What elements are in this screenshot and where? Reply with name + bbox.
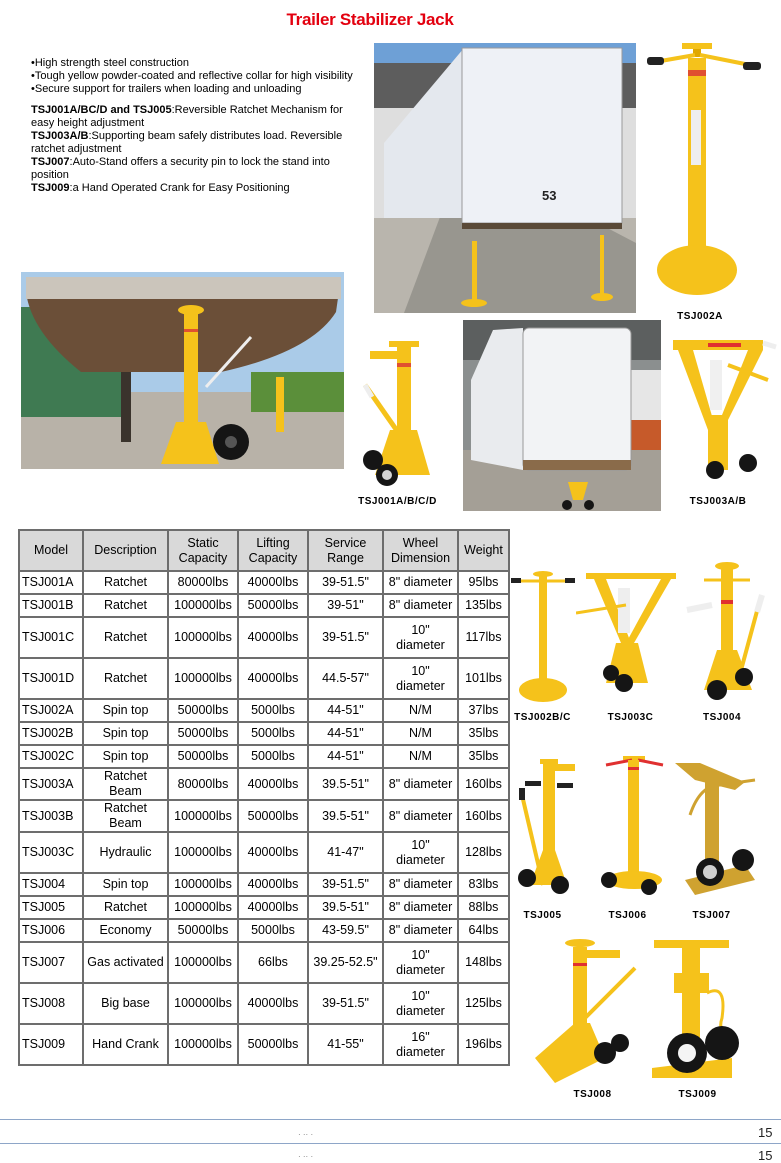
feature-bullet: •High strength steel construction [31, 57, 189, 69]
column-header-weight: Weight [458, 530, 509, 571]
product-image-tsj003c [576, 568, 681, 698]
product-image-tsj001 [355, 335, 455, 488]
cell-description: Spin top [83, 699, 168, 722]
table-header-row [19, 530, 509, 571]
cell-wheel-dimension: 8" diameter [383, 873, 458, 896]
model-note-name: TSJ003A/B [31, 130, 89, 142]
page-number: 15 [758, 1148, 773, 1163]
trailer-rear-photo [374, 43, 636, 313]
cell-weight: 160lbs [458, 800, 509, 832]
cell-wheel-dimension: 10" diameter [383, 617, 458, 658]
cell-weight: 117lbs [458, 617, 509, 658]
cell-static-capacity: 100000lbs [168, 896, 238, 919]
cell-wheel-dimension: 10" diameter [383, 658, 458, 699]
feature-bullet: •Tough yellow powder-coated and reflective collar for high visibility [31, 70, 353, 82]
cell-service-range: 39-51.5" [308, 873, 383, 896]
cell-wheel-dimension: N/M [383, 699, 458, 722]
cell-wheel-dimension: 8" diameter [383, 800, 458, 832]
footer-faded-text: · ·· · [298, 1130, 314, 1139]
cell-service-range: 39-51.5" [308, 983, 383, 1024]
model-note-text: :Reversible Ratchet Mechanism for easy height adjustment [31, 104, 343, 129]
table-row [19, 768, 509, 800]
table-row [19, 722, 509, 745]
cell-model: TSJ004 [19, 873, 83, 896]
cell-static-capacity: 100000lbs [168, 1024, 238, 1065]
cell-description: Hydraulic [83, 832, 168, 873]
cell-weight: 196lbs [458, 1024, 509, 1065]
cell-static-capacity: 50000lbs [168, 745, 238, 768]
page-title: Trailer Stabilizer Jack [286, 10, 454, 29]
cell-wheel-dimension: 10" diameter [383, 832, 458, 873]
product-image-tsj008 [535, 938, 645, 1083]
product-image-tsj009 [652, 938, 752, 1083]
footer-faded-text: · ·· · [298, 1152, 314, 1161]
cell-static-capacity: 50000lbs [168, 699, 238, 722]
product-label: TSJ003C [607, 712, 654, 723]
cell-static-capacity: 80000lbs [168, 571, 238, 594]
cell-lifting-capacity: 40000lbs [238, 617, 308, 658]
column-header-description: Description [83, 530, 168, 571]
model-note-name: TSJ009 [31, 182, 70, 194]
product-image-tsj006 [598, 755, 668, 895]
table-row [19, 919, 509, 942]
cell-wheel-dimension: 8" diameter [383, 919, 458, 942]
model-note-text: :a Hand Operated Crank for Easy Positioning [69, 182, 290, 194]
cell-service-range: 44-51" [308, 745, 383, 768]
column-header-static-capacity: Static Capacity [168, 530, 238, 571]
cell-service-range: 39.25-52.5" [308, 942, 383, 983]
product-label: TSJ002A [677, 311, 723, 322]
product-image-tsj005 [515, 755, 585, 895]
model-note-name: TSJ007 [31, 156, 70, 168]
cell-service-range: 39-51" [308, 594, 383, 617]
cell-service-range: 39-51.5" [308, 617, 383, 658]
cell-description: Spin top [83, 745, 168, 768]
model-note [31, 156, 366, 182]
cell-wheel-dimension: 10" diameter [383, 942, 458, 983]
cell-description: Ratchet Beam [83, 768, 168, 800]
product-label: TSJ003A/B [689, 496, 747, 507]
cell-description: Ratchet [83, 617, 168, 658]
product-label: TSJ008 [573, 1089, 612, 1100]
cell-model: TSJ002C [19, 745, 83, 768]
cell-lifting-capacity: 50000lbs [238, 594, 308, 617]
cell-static-capacity: 50000lbs [168, 722, 238, 745]
product-image-tsj002a [640, 40, 781, 300]
cell-service-range: 41-47" [308, 832, 383, 873]
cell-description: Gas activated [83, 942, 168, 983]
footer-divider [0, 1119, 781, 1120]
cell-service-range: 41-55" [308, 1024, 383, 1065]
cell-description: Economy [83, 919, 168, 942]
model-note-name: TSJ001A/BC/D and TSJ005 [31, 104, 172, 116]
cell-service-range: 44-51" [308, 699, 383, 722]
cell-lifting-capacity: 66lbs [238, 942, 308, 983]
cell-service-range: 39.5-51" [308, 800, 383, 832]
cell-service-range: 39-51.5" [308, 571, 383, 594]
cell-lifting-capacity: 40000lbs [238, 896, 308, 919]
cell-wheel-dimension: 8" diameter [383, 571, 458, 594]
table-row [19, 745, 509, 768]
cell-model: TSJ003B [19, 800, 83, 832]
cell-model: TSJ008 [19, 983, 83, 1024]
cell-wheel-dimension: 10" diameter [383, 983, 458, 1024]
cell-description: Big base [83, 983, 168, 1024]
page-number: 15 [758, 1125, 773, 1140]
cell-weight: 160lbs [458, 768, 509, 800]
cell-static-capacity: 100000lbs [168, 800, 238, 832]
cell-model: TSJ002B [19, 722, 83, 745]
cell-service-range: 44.5-57" [308, 658, 383, 699]
cell-description: Ratchet Beam [83, 800, 168, 832]
trailer-front-photo [463, 320, 661, 511]
table-row [19, 800, 509, 832]
cell-description: Ratchet [83, 896, 168, 919]
cell-static-capacity: 100000lbs [168, 617, 238, 658]
cell-service-range: 43-59.5" [308, 919, 383, 942]
cell-service-range: 44-51" [308, 722, 383, 745]
model-note-text: :Supporting beam safely distributes load. Reversible ratchet adjustment [31, 130, 343, 155]
cell-lifting-capacity: 50000lbs [238, 1024, 308, 1065]
cell-model: TSJ003C [19, 832, 83, 873]
cell-wheel-dimension: 8" diameter [383, 594, 458, 617]
product-image-tsj007 [675, 760, 770, 895]
model-note [31, 104, 366, 130]
column-header-wheel-dimension: Wheel Dimension [383, 530, 458, 571]
product-label: TSJ007 [692, 910, 731, 921]
cell-lifting-capacity: 5000lbs [238, 745, 308, 768]
cell-static-capacity: 100000lbs [168, 942, 238, 983]
table-row [19, 658, 509, 699]
cell-model: TSJ006 [19, 919, 83, 942]
product-label: TSJ002B/C [514, 712, 571, 723]
cell-wheel-dimension: 16" diameter [383, 1024, 458, 1065]
cell-weight: 37lbs [458, 699, 509, 722]
cell-static-capacity: 100000lbs [168, 873, 238, 896]
cell-weight: 135lbs [458, 594, 509, 617]
cell-weight: 125lbs [458, 983, 509, 1024]
model-note [31, 130, 366, 156]
cell-lifting-capacity: 40000lbs [238, 873, 308, 896]
cell-static-capacity: 50000lbs [168, 919, 238, 942]
cell-lifting-capacity: 40000lbs [238, 983, 308, 1024]
product-label: TSJ001A/B/C/D [358, 496, 437, 507]
column-header-service-range: Service Range [308, 530, 383, 571]
table-row [19, 983, 509, 1024]
table-row [19, 873, 509, 896]
cell-model: TSJ009 [19, 1024, 83, 1065]
cell-model: TSJ001B [19, 594, 83, 617]
cell-static-capacity: 100000lbs [168, 658, 238, 699]
table-row [19, 942, 509, 983]
cell-model: TSJ003A [19, 768, 83, 800]
product-label: TSJ004 [702, 712, 742, 723]
cell-wheel-dimension: N/M [383, 745, 458, 768]
cell-lifting-capacity: 5000lbs [238, 699, 308, 722]
cell-weight: 101lbs [458, 658, 509, 699]
table-row [19, 594, 509, 617]
cell-weight: 95lbs [458, 571, 509, 594]
column-header-lifting-capacity: Lifting Capacity [238, 530, 308, 571]
product-image-tsj003ab [668, 335, 781, 488]
cell-static-capacity: 100000lbs [168, 594, 238, 617]
cell-wheel-dimension: 8" diameter [383, 768, 458, 800]
product-image-tsj002bc [508, 565, 578, 705]
cell-weight: 35lbs [458, 722, 509, 745]
footer-divider [0, 1143, 781, 1144]
cell-description: Ratchet [83, 571, 168, 594]
cell-weight: 64lbs [458, 919, 509, 942]
cell-weight: 128lbs [458, 832, 509, 873]
cell-model: TSJ001C [19, 617, 83, 658]
feature-bullet: •Secure support for trailers when loading and unloading [31, 83, 302, 95]
cell-service-range: 39.5-51" [308, 896, 383, 919]
cell-description: Spin top [83, 722, 168, 745]
cell-lifting-capacity: 40000lbs [238, 658, 308, 699]
cell-lifting-capacity: 5000lbs [238, 919, 308, 942]
cell-wheel-dimension: N/M [383, 722, 458, 745]
cell-static-capacity: 80000lbs [168, 768, 238, 800]
cell-lifting-capacity: 40000lbs [238, 768, 308, 800]
cell-lifting-capacity: 50000lbs [238, 800, 308, 832]
cell-weight: 83lbs [458, 873, 509, 896]
table-row [19, 896, 509, 919]
product-label: TSJ009 [678, 1089, 717, 1100]
cell-static-capacity: 100000lbs [168, 983, 238, 1024]
column-header-model: Model [19, 530, 83, 571]
cell-model: TSJ007 [19, 942, 83, 983]
cell-static-capacity: 100000lbs [168, 832, 238, 873]
model-note [31, 182, 366, 195]
cell-lifting-capacity: 40000lbs [238, 832, 308, 873]
cell-weight: 35lbs [458, 745, 509, 768]
cell-weight: 148lbs [458, 942, 509, 983]
spec-table [18, 529, 510, 1066]
table-row [19, 571, 509, 594]
cell-lifting-capacity: 40000lbs [238, 571, 308, 594]
cell-weight: 88lbs [458, 896, 509, 919]
under-trailer-photo [21, 272, 344, 469]
product-label: TSJ005 [523, 910, 562, 921]
cell-description: Hand Crank [83, 1024, 168, 1065]
table-row [19, 1024, 509, 1065]
model-note-text: :Auto-Stand offers a security pin to lock the stand into position [31, 156, 330, 181]
cell-model: TSJ001D [19, 658, 83, 699]
cell-description: Ratchet [83, 658, 168, 699]
table-row [19, 617, 509, 658]
cell-description: Ratchet [83, 594, 168, 617]
cell-model: TSJ001A [19, 571, 83, 594]
table-row [19, 699, 509, 722]
table-row [19, 832, 509, 873]
cell-model: TSJ005 [19, 896, 83, 919]
trailer-number: 53 [542, 188, 557, 203]
cell-wheel-dimension: 8" diameter [383, 896, 458, 919]
product-image-tsj004 [682, 560, 772, 705]
cell-service-range: 39.5-51" [308, 768, 383, 800]
cell-description: Spin top [83, 873, 168, 896]
product-label: TSJ006 [608, 910, 647, 921]
feature-description [31, 57, 366, 195]
cell-lifting-capacity: 5000lbs [238, 722, 308, 745]
cell-model: TSJ002A [19, 699, 83, 722]
